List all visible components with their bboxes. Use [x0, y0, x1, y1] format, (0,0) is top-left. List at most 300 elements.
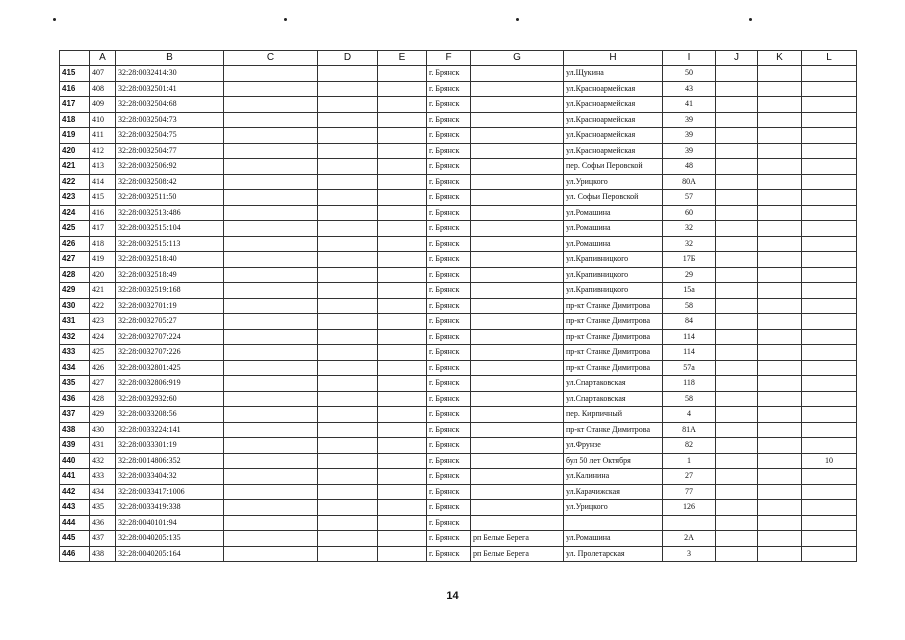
cell-cadastral-number[interactable]: 32:28:0033404:32 — [116, 469, 224, 485]
cell-street[interactable]: ул.Ромашина — [564, 205, 663, 221]
cell-j[interactable] — [716, 174, 758, 190]
cell-e[interactable] — [378, 283, 427, 299]
cell-l[interactable] — [802, 422, 857, 438]
row-number[interactable]: 440 — [60, 453, 90, 469]
cell-c[interactable] — [224, 500, 318, 516]
cell-j[interactable] — [716, 97, 758, 113]
cell-street[interactable]: пер. Кирпичный — [564, 407, 663, 423]
cell-city[interactable]: г. Брянск — [427, 422, 471, 438]
cell-settlement[interactable] — [471, 422, 564, 438]
cell-c[interactable] — [224, 190, 318, 206]
row-number[interactable]: 424 — [60, 205, 90, 221]
cell-cadastral-number[interactable]: 32:28:0032806:919 — [116, 376, 224, 392]
cell-city[interactable]: г. Брянск — [427, 360, 471, 376]
cell-city[interactable]: г. Брянск — [427, 112, 471, 128]
cell-house[interactable]: 43 — [663, 81, 716, 97]
cell-k[interactable] — [758, 236, 802, 252]
cell-j[interactable] — [716, 236, 758, 252]
cell-j[interactable] — [716, 252, 758, 268]
cell-l[interactable] — [802, 469, 857, 485]
cell-house[interactable]: 41 — [663, 97, 716, 113]
cell-l[interactable] — [802, 81, 857, 97]
cell-d[interactable] — [318, 236, 378, 252]
cell-settlement[interactable] — [471, 407, 564, 423]
cell-a[interactable]: 428 — [90, 391, 116, 407]
cell-j[interactable] — [716, 515, 758, 531]
row-number[interactable]: 419 — [60, 128, 90, 144]
cell-settlement[interactable] — [471, 143, 564, 159]
cell-e[interactable] — [378, 314, 427, 330]
cell-house[interactable]: 82 — [663, 438, 716, 454]
cell-k[interactable] — [758, 205, 802, 221]
cell-d[interactable] — [318, 376, 378, 392]
cell-cadastral-number[interactable]: 32:28:0033224:141 — [116, 422, 224, 438]
cell-cadastral-number[interactable]: 32:28:0032515:104 — [116, 221, 224, 237]
cell-city[interactable]: г. Брянск — [427, 267, 471, 283]
row-number[interactable]: 434 — [60, 360, 90, 376]
cell-l[interactable] — [802, 376, 857, 392]
cell-k[interactable] — [758, 252, 802, 268]
cell-k[interactable] — [758, 298, 802, 314]
cell-house[interactable]: 80А — [663, 174, 716, 190]
cell-house[interactable]: 58 — [663, 391, 716, 407]
cell-city[interactable]: г. Брянск — [427, 190, 471, 206]
cell-house[interactable]: 81А — [663, 422, 716, 438]
cell-cadastral-number[interactable]: 32:28:0040205:135 — [116, 531, 224, 547]
cell-street[interactable]: ул.Ромашина — [564, 221, 663, 237]
cell-city[interactable]: г. Брянск — [427, 236, 471, 252]
cell-d[interactable] — [318, 252, 378, 268]
column-header[interactable]: I — [663, 51, 716, 66]
cell-e[interactable] — [378, 376, 427, 392]
cell-street[interactable]: ул.Щукина — [564, 66, 663, 82]
cell-house[interactable]: 32 — [663, 221, 716, 237]
cell-a[interactable]: 429 — [90, 407, 116, 423]
cell-d[interactable] — [318, 469, 378, 485]
cell-c[interactable] — [224, 283, 318, 299]
row-number[interactable]: 422 — [60, 174, 90, 190]
cell-city[interactable]: г. Брянск — [427, 391, 471, 407]
cell-settlement[interactable] — [471, 267, 564, 283]
cell-j[interactable] — [716, 329, 758, 345]
cell-a[interactable]: 437 — [90, 531, 116, 547]
cell-cadastral-number[interactable]: 32:28:0032504:75 — [116, 128, 224, 144]
cell-cadastral-number[interactable]: 32:28:0032801:425 — [116, 360, 224, 376]
cell-j[interactable] — [716, 128, 758, 144]
cell-j[interactable] — [716, 267, 758, 283]
column-header[interactable]: K — [758, 51, 802, 66]
cell-e[interactable] — [378, 438, 427, 454]
row-number[interactable]: 444 — [60, 515, 90, 531]
cell-city[interactable]: г. Брянск — [427, 159, 471, 175]
cell-c[interactable] — [224, 112, 318, 128]
cell-house[interactable]: 48 — [663, 159, 716, 175]
cell-k[interactable] — [758, 438, 802, 454]
cell-e[interactable] — [378, 66, 427, 82]
cell-a[interactable]: 430 — [90, 422, 116, 438]
cell-settlement[interactable] — [471, 376, 564, 392]
cell-settlement[interactable] — [471, 112, 564, 128]
cell-settlement[interactable] — [471, 438, 564, 454]
cell-street[interactable]: ул.Красноармейская — [564, 81, 663, 97]
cell-a[interactable]: 408 — [90, 81, 116, 97]
column-header[interactable]: C — [224, 51, 318, 66]
cell-settlement[interactable] — [471, 500, 564, 516]
cell-house[interactable]: 60 — [663, 205, 716, 221]
cell-house[interactable]: 3 — [663, 546, 716, 562]
cell-d[interactable] — [318, 453, 378, 469]
cell-k[interactable] — [758, 422, 802, 438]
cell-a[interactable]: 425 — [90, 345, 116, 361]
cell-house[interactable]: 57а — [663, 360, 716, 376]
cell-street[interactable]: пр-кт Станке Димитрова — [564, 422, 663, 438]
cell-house[interactable]: 126 — [663, 500, 716, 516]
cell-d[interactable] — [318, 500, 378, 516]
cell-j[interactable] — [716, 422, 758, 438]
cell-d[interactable] — [318, 159, 378, 175]
cell-cadastral-number[interactable]: 32:28:0032705:27 — [116, 314, 224, 330]
cell-city[interactable]: г. Брянск — [427, 66, 471, 82]
cell-street[interactable]: пр-кт Станке Димитрова — [564, 345, 663, 361]
cell-a[interactable]: 420 — [90, 267, 116, 283]
cell-e[interactable] — [378, 267, 427, 283]
cell-j[interactable] — [716, 469, 758, 485]
cell-settlement[interactable]: рп Белые Берега — [471, 546, 564, 562]
cell-c[interactable] — [224, 531, 318, 547]
cell-city[interactable]: г. Брянск — [427, 531, 471, 547]
cell-street[interactable]: пер. Софьи Перовской — [564, 159, 663, 175]
cell-e[interactable] — [378, 205, 427, 221]
cell-a[interactable]: 411 — [90, 128, 116, 144]
cell-d[interactable] — [318, 407, 378, 423]
row-number[interactable]: 420 — [60, 143, 90, 159]
row-number[interactable]: 439 — [60, 438, 90, 454]
cell-street[interactable]: пр-кт Станке Димитрова — [564, 298, 663, 314]
row-number[interactable]: 446 — [60, 546, 90, 562]
cell-settlement[interactable]: рп Белые Берега — [471, 531, 564, 547]
cell-k[interactable] — [758, 376, 802, 392]
row-number[interactable]: 416 — [60, 81, 90, 97]
cell-d[interactable] — [318, 81, 378, 97]
cell-a[interactable]: 431 — [90, 438, 116, 454]
cell-j[interactable] — [716, 112, 758, 128]
cell-j[interactable] — [716, 391, 758, 407]
cell-street[interactable]: ул.Урицкого — [564, 174, 663, 190]
column-header[interactable]: B — [116, 51, 224, 66]
cell-a[interactable]: 435 — [90, 500, 116, 516]
cell-j[interactable] — [716, 500, 758, 516]
cell-a[interactable]: 417 — [90, 221, 116, 237]
cell-e[interactable] — [378, 531, 427, 547]
cell-settlement[interactable] — [471, 515, 564, 531]
row-number[interactable]: 426 — [60, 236, 90, 252]
cell-c[interactable] — [224, 407, 318, 423]
cell-l[interactable] — [802, 407, 857, 423]
cell-j[interactable] — [716, 407, 758, 423]
cell-street[interactable]: ул.Красноармейская — [564, 128, 663, 144]
row-number[interactable]: 423 — [60, 190, 90, 206]
cell-house[interactable]: 114 — [663, 329, 716, 345]
cell-l[interactable] — [802, 221, 857, 237]
cell-l[interactable] — [802, 298, 857, 314]
cell-c[interactable] — [224, 453, 318, 469]
cell-house[interactable]: 17Б — [663, 252, 716, 268]
cell-k[interactable] — [758, 267, 802, 283]
cell-cadastral-number[interactable]: 32:28:0032501:41 — [116, 81, 224, 97]
cell-a[interactable]: 421 — [90, 283, 116, 299]
cell-a[interactable]: 412 — [90, 143, 116, 159]
cell-cadastral-number[interactable]: 32:28:0032504:68 — [116, 97, 224, 113]
cell-house[interactable]: 27 — [663, 469, 716, 485]
cell-street[interactable]: ул.Ромашина — [564, 531, 663, 547]
cell-settlement[interactable] — [471, 81, 564, 97]
cell-settlement[interactable] — [471, 236, 564, 252]
cell-j[interactable] — [716, 221, 758, 237]
cell-a[interactable]: 413 — [90, 159, 116, 175]
row-number[interactable]: 442 — [60, 484, 90, 500]
cell-k[interactable] — [758, 97, 802, 113]
row-number[interactable]: 425 — [60, 221, 90, 237]
cell-cadastral-number[interactable]: 32:28:0014806:352 — [116, 453, 224, 469]
column-header[interactable] — [60, 51, 90, 66]
cell-j[interactable] — [716, 314, 758, 330]
cell-a[interactable]: 409 — [90, 97, 116, 113]
cell-street[interactable]: ул. Пролетарская — [564, 546, 663, 562]
cell-d[interactable] — [318, 174, 378, 190]
cell-j[interactable] — [716, 66, 758, 82]
cell-l[interactable] — [802, 546, 857, 562]
cell-j[interactable] — [716, 360, 758, 376]
row-number[interactable]: 427 — [60, 252, 90, 268]
cell-a[interactable]: 424 — [90, 329, 116, 345]
row-number[interactable]: 438 — [60, 422, 90, 438]
row-number[interactable]: 431 — [60, 314, 90, 330]
cell-house[interactable]: 39 — [663, 112, 716, 128]
cell-house[interactable]: 2А — [663, 531, 716, 547]
cell-e[interactable] — [378, 360, 427, 376]
row-number[interactable]: 445 — [60, 531, 90, 547]
cell-l[interactable] — [802, 500, 857, 516]
cell-cadastral-number[interactable]: 32:28:0040205:164 — [116, 546, 224, 562]
cell-city[interactable]: г. Брянск — [427, 298, 471, 314]
cell-c[interactable] — [224, 438, 318, 454]
cell-e[interactable] — [378, 546, 427, 562]
cell-l[interactable] — [802, 97, 857, 113]
cell-c[interactable] — [224, 484, 318, 500]
cell-k[interactable] — [758, 314, 802, 330]
cell-street[interactable]: ул.Спартаковская — [564, 391, 663, 407]
cell-k[interactable] — [758, 453, 802, 469]
cell-k[interactable] — [758, 407, 802, 423]
cell-d[interactable] — [318, 221, 378, 237]
cell-l[interactable] — [802, 314, 857, 330]
cell-city[interactable]: г. Брянск — [427, 453, 471, 469]
cell-j[interactable] — [716, 81, 758, 97]
cell-l[interactable]: 10 — [802, 453, 857, 469]
cell-e[interactable] — [378, 221, 427, 237]
cell-e[interactable] — [378, 252, 427, 268]
cell-cadastral-number[interactable]: 32:28:0032504:77 — [116, 143, 224, 159]
cell-a[interactable]: 432 — [90, 453, 116, 469]
cell-j[interactable] — [716, 143, 758, 159]
cell-house[interactable]: 84 — [663, 314, 716, 330]
cell-d[interactable] — [318, 112, 378, 128]
cell-settlement[interactable] — [471, 66, 564, 82]
row-number[interactable]: 443 — [60, 500, 90, 516]
cell-e[interactable] — [378, 422, 427, 438]
cell-k[interactable] — [758, 112, 802, 128]
cell-c[interactable] — [224, 546, 318, 562]
cell-a[interactable]: 415 — [90, 190, 116, 206]
cell-cadastral-number[interactable]: 32:28:0032518:40 — [116, 252, 224, 268]
cell-d[interactable] — [318, 391, 378, 407]
cell-k[interactable] — [758, 345, 802, 361]
cell-city[interactable]: г. Брянск — [427, 329, 471, 345]
column-header[interactable]: H — [564, 51, 663, 66]
cell-street[interactable]: ул.Крапивницкого — [564, 252, 663, 268]
cell-a[interactable]: 407 — [90, 66, 116, 82]
cell-cadastral-number[interactable]: 32:28:0032504:73 — [116, 112, 224, 128]
row-number[interactable]: 429 — [60, 283, 90, 299]
cell-l[interactable] — [802, 236, 857, 252]
cell-street[interactable]: ул.Крапивницкого — [564, 267, 663, 283]
cell-settlement[interactable] — [471, 453, 564, 469]
cell-house[interactable]: 4 — [663, 407, 716, 423]
cell-settlement[interactable] — [471, 174, 564, 190]
cell-e[interactable] — [378, 298, 427, 314]
row-number[interactable]: 441 — [60, 469, 90, 485]
cell-l[interactable] — [802, 515, 857, 531]
cell-j[interactable] — [716, 438, 758, 454]
column-header[interactable]: F — [427, 51, 471, 66]
cell-city[interactable]: г. Брянск — [427, 484, 471, 500]
cell-k[interactable] — [758, 128, 802, 144]
cell-cadastral-number[interactable]: 32:28:0033417:1006 — [116, 484, 224, 500]
cell-settlement[interactable] — [471, 128, 564, 144]
cell-cadastral-number[interactable]: 32:28:0033419:338 — [116, 500, 224, 516]
cell-d[interactable] — [318, 97, 378, 113]
cell-a[interactable]: 433 — [90, 469, 116, 485]
cell-settlement[interactable] — [471, 329, 564, 345]
cell-a[interactable]: 416 — [90, 205, 116, 221]
cell-d[interactable] — [318, 190, 378, 206]
cell-c[interactable] — [224, 360, 318, 376]
cell-l[interactable] — [802, 345, 857, 361]
cell-k[interactable] — [758, 500, 802, 516]
cell-l[interactable] — [802, 66, 857, 82]
cell-street[interactable]: ул.Красноармейская — [564, 112, 663, 128]
cell-e[interactable] — [378, 112, 427, 128]
cell-a[interactable]: 410 — [90, 112, 116, 128]
cell-city[interactable]: г. Брянск — [427, 128, 471, 144]
cell-k[interactable] — [758, 360, 802, 376]
cell-c[interactable] — [224, 329, 318, 345]
cell-a[interactable]: 438 — [90, 546, 116, 562]
cell-j[interactable] — [716, 376, 758, 392]
cell-j[interactable] — [716, 453, 758, 469]
cell-c[interactable] — [224, 97, 318, 113]
cell-e[interactable] — [378, 236, 427, 252]
row-number[interactable]: 432 — [60, 329, 90, 345]
column-header[interactable]: D — [318, 51, 378, 66]
cell-k[interactable] — [758, 391, 802, 407]
cell-e[interactable] — [378, 345, 427, 361]
cell-house[interactable]: 39 — [663, 128, 716, 144]
cell-k[interactable] — [758, 143, 802, 159]
cell-l[interactable] — [802, 128, 857, 144]
cell-cadastral-number[interactable]: 32:28:0033208:56 — [116, 407, 224, 423]
cell-cadastral-number[interactable]: 32:28:0032506:92 — [116, 159, 224, 175]
cell-j[interactable] — [716, 159, 758, 175]
cell-k[interactable] — [758, 174, 802, 190]
cell-street[interactable]: пр-кт Станке Димитрова — [564, 360, 663, 376]
row-number[interactable]: 433 — [60, 345, 90, 361]
cell-k[interactable] — [758, 66, 802, 82]
row-number[interactable]: 421 — [60, 159, 90, 175]
cell-street[interactable]: ул.Крапивницкого — [564, 283, 663, 299]
cell-k[interactable] — [758, 531, 802, 547]
cell-d[interactable] — [318, 283, 378, 299]
cell-d[interactable] — [318, 484, 378, 500]
cell-k[interactable] — [758, 283, 802, 299]
cell-street[interactable]: ул.Калинина — [564, 469, 663, 485]
cell-city[interactable]: г. Брянск — [427, 174, 471, 190]
cell-j[interactable] — [716, 190, 758, 206]
cell-c[interactable] — [224, 205, 318, 221]
cell-cadastral-number[interactable]: 32:28:0032519:168 — [116, 283, 224, 299]
cell-city[interactable]: г. Брянск — [427, 515, 471, 531]
cell-e[interactable] — [378, 500, 427, 516]
cell-d[interactable] — [318, 298, 378, 314]
column-header[interactable]: L — [802, 51, 857, 66]
cell-e[interactable] — [378, 143, 427, 159]
cell-k[interactable] — [758, 329, 802, 345]
cell-c[interactable] — [224, 221, 318, 237]
cell-d[interactable] — [318, 143, 378, 159]
cell-c[interactable] — [224, 391, 318, 407]
cell-settlement[interactable] — [471, 159, 564, 175]
cell-house[interactable]: 118 — [663, 376, 716, 392]
cell-e[interactable] — [378, 484, 427, 500]
cell-house[interactable]: 39 — [663, 143, 716, 159]
cell-d[interactable] — [318, 314, 378, 330]
cell-l[interactable] — [802, 329, 857, 345]
cell-a[interactable]: 426 — [90, 360, 116, 376]
cell-k[interactable] — [758, 515, 802, 531]
cell-j[interactable] — [716, 546, 758, 562]
cell-d[interactable] — [318, 267, 378, 283]
row-number[interactable]: 437 — [60, 407, 90, 423]
cell-settlement[interactable] — [471, 360, 564, 376]
row-number[interactable]: 428 — [60, 267, 90, 283]
cell-street[interactable]: ул. Софьи Перовской — [564, 190, 663, 206]
cell-cadastral-number[interactable]: 32:28:0032515:113 — [116, 236, 224, 252]
cell-house[interactable]: 50 — [663, 66, 716, 82]
cell-d[interactable] — [318, 66, 378, 82]
cell-settlement[interactable] — [471, 283, 564, 299]
cell-street[interactable]: ул.Красноармейская — [564, 97, 663, 113]
cell-settlement[interactable] — [471, 345, 564, 361]
cell-city[interactable]: г. Брянск — [427, 500, 471, 516]
cell-l[interactable] — [802, 360, 857, 376]
cell-e[interactable] — [378, 159, 427, 175]
cell-city[interactable]: г. Брянск — [427, 205, 471, 221]
cell-street[interactable]: ул.Карачижская — [564, 484, 663, 500]
cell-d[interactable] — [318, 546, 378, 562]
cell-a[interactable]: 434 — [90, 484, 116, 500]
row-number[interactable]: 418 — [60, 112, 90, 128]
column-header[interactable]: E — [378, 51, 427, 66]
